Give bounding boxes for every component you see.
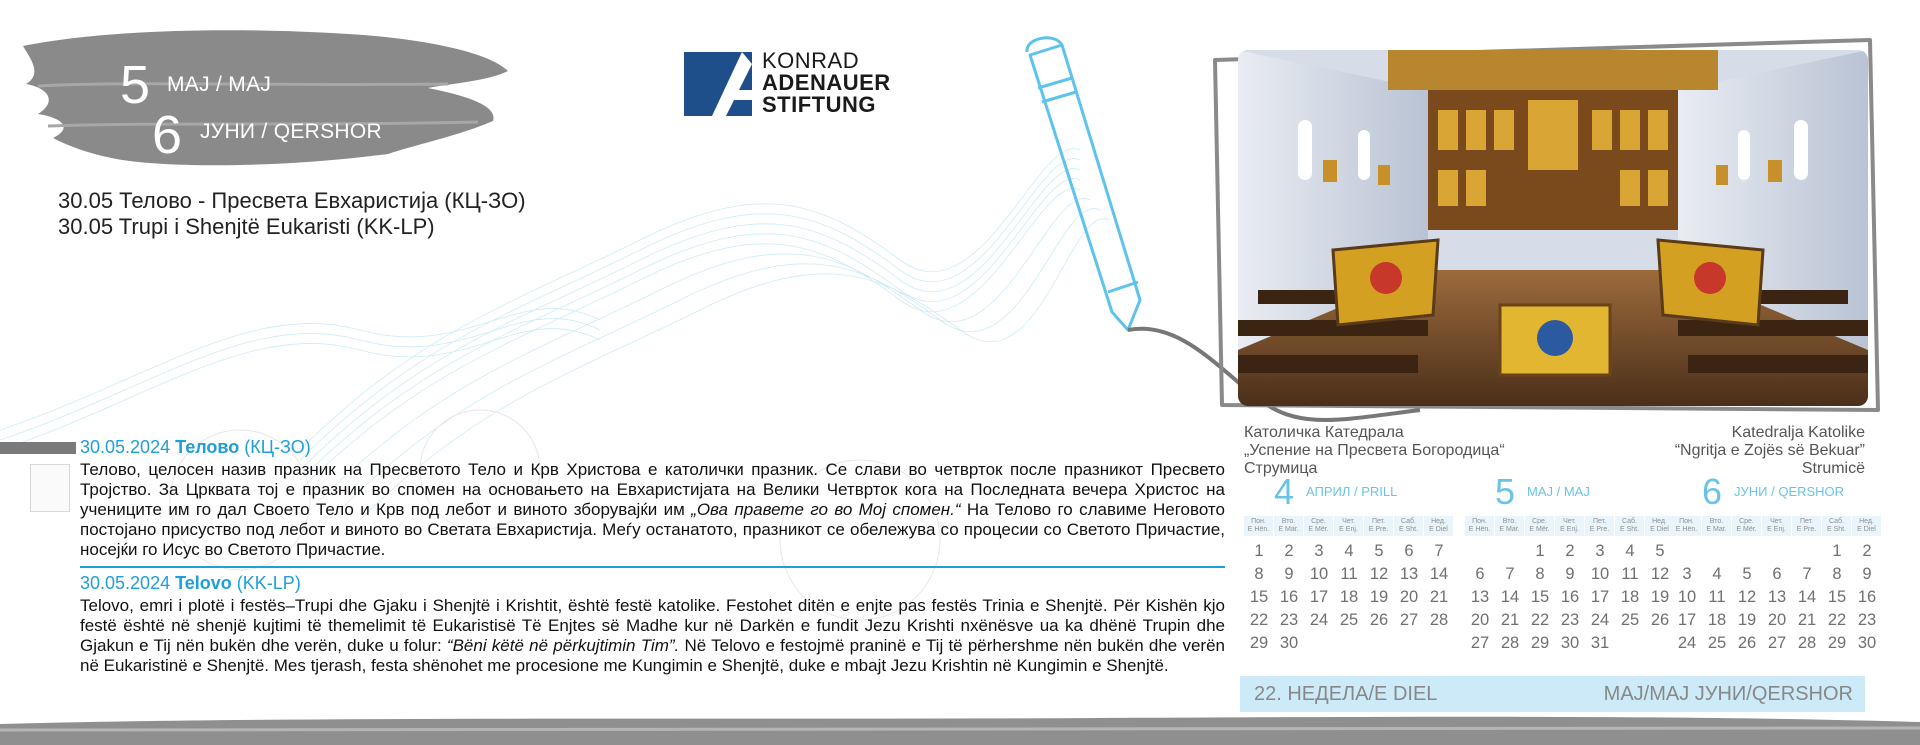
caption-line: Католичка Катедрала — [1244, 424, 1404, 441]
calendar-day: 25 — [1339, 611, 1359, 629]
weekday-mk: Нед. — [1431, 518, 1446, 525]
caption-line: „Успение на Пресвета Богородица“ — [1244, 442, 1505, 459]
calendar-day: 6 — [1772, 565, 1782, 583]
weekday-label — [1364, 516, 1394, 536]
week-months: МАЈ/MAJ ЈУНИ/QERSHOR — [1603, 683, 1853, 705]
calendar-day: 18 — [1620, 588, 1640, 606]
calendar-day: 13 — [1470, 588, 1490, 606]
caption-line: Strumicë — [1801, 460, 1865, 477]
calendar-day — [1495, 540, 1525, 563]
article-quote: „Ова правете го во Мој спомен.“ — [691, 500, 961, 519]
weekday-mk: Чет. — [1342, 518, 1355, 525]
calendar-day: 30 — [1857, 634, 1877, 652]
weekday-mk: Чет. — [1563, 518, 1576, 525]
calendar-day: 3 — [1314, 542, 1324, 560]
calendar-day: 23 — [1279, 611, 1299, 629]
weekday-sq: E Diel — [1857, 526, 1876, 533]
week-bar — [1240, 676, 1865, 712]
article-tag: (КЦ-ЗО) — [244, 437, 311, 457]
article-body — [80, 596, 1225, 676]
weekday-mk: Сре. — [1739, 518, 1754, 525]
weekday-mk: Вто. — [1709, 518, 1724, 525]
article-text: Telovo, emri i plotë i festës–Trupi dhe Gjaku i Shenjtë i Krishtit, është festë katolike. Festohet ditën e enjte pas festës Trinia e Shenjtë. Për Kishën kjo festë është në shenjë kujtimi të themelimit të Eukaristisë Të Enjtes së Madhe kur në Darkën e fundit Jezu Krishti nxënësve ua ka dhënë Trupin dhe Gjakun e Tij nën bukën dhe verën, duke u folur: — [80, 596, 1225, 655]
calendar-day: 24 — [1590, 611, 1610, 629]
weekday-sq: E Hën. — [1247, 526, 1270, 533]
caption-line: Katedralja Katolike — [1731, 424, 1865, 441]
weekday-mk: Сре. — [1532, 518, 1547, 525]
weekday-sq: E Mar. — [1706, 526, 1727, 533]
article-tag: (KK-LP) — [236, 573, 301, 593]
calendar-may — [1465, 471, 1675, 655]
weekday-label — [1732, 516, 1762, 536]
weekday-mk: Нед. — [1859, 518, 1874, 525]
calendar-day: 4 — [1625, 542, 1635, 560]
calendar-day: 15 — [1530, 588, 1550, 606]
calendar-day: 11 — [1708, 588, 1726, 606]
calendar-day: 22 — [1249, 611, 1269, 629]
bottom-brush-stroke — [0, 712, 1920, 745]
calendar-day: 17 — [1309, 588, 1329, 606]
header-month-label-6: ЈУНИ / QERSHOR — [200, 120, 382, 143]
calendar-days-grid — [1244, 540, 1454, 655]
calendar-day: 16 — [1279, 588, 1299, 606]
weekday-mk: Пет. — [1799, 518, 1814, 525]
header-month-label-5: МАЈ / MAJ — [167, 73, 272, 96]
weekday-sq: E Pre. — [1368, 526, 1389, 533]
calendar-day: 23 — [1857, 611, 1877, 629]
article-title — [80, 572, 1225, 594]
calendar-weekdays — [1465, 516, 1675, 536]
calendar-day: 19 — [1650, 588, 1670, 606]
weekday-sq: E Enj. — [1339, 526, 1358, 533]
calendar-month-number: 6 — [1702, 471, 1723, 512]
calendar-day: 1 — [1832, 542, 1842, 560]
calendar-day: 20 — [1399, 588, 1419, 606]
weekday-label — [1585, 516, 1615, 536]
weekday-mk: Нед. — [1652, 518, 1667, 525]
calendar-day: 10 — [1677, 588, 1697, 606]
calendar-day: 18 — [1339, 588, 1359, 606]
calendar-day — [1762, 540, 1792, 563]
calendar-day: 24 — [1309, 611, 1329, 629]
weekday-sq: E Hën. — [1468, 526, 1491, 533]
calendar-day: 9 — [1862, 565, 1872, 583]
calendar-day: 14 — [1429, 565, 1449, 583]
weekday-sq: E Diel — [1429, 526, 1448, 533]
weekday-sq: E Mër. — [1529, 526, 1550, 533]
side-marker — [0, 442, 76, 454]
calendar-month-name: МАЈ / MAJ — [1527, 484, 1590, 499]
calendar-day — [1394, 632, 1424, 655]
weekday-mk: Пет. — [1371, 518, 1386, 525]
weekday-label — [1762, 516, 1792, 536]
article-text: Телово, целосен назив празник на Пресветото Тело и Крв Христова е католички празник. Се слави во четврток после празникот Пресвето Тројство. За Црквата тој е празник во спомен на основањето на Евхаристијата на Велики Четврток кога на Последната вечера Христос на учениците им го дал Своето Тело и Крв под лебот и виното зборувајќи им — [80, 460, 1225, 519]
calendar-day: 16 — [1857, 588, 1877, 606]
calendar-day: 20 — [1470, 611, 1490, 629]
calendar-day: 26 — [1650, 611, 1670, 629]
calendar-day: 13 — [1767, 588, 1787, 606]
calendar-day — [1364, 632, 1394, 655]
calendar-day — [1615, 632, 1645, 655]
calendar-day: 2 — [1565, 542, 1575, 560]
calendar-day: 28 — [1797, 634, 1817, 652]
calendar-day: 25 — [1707, 634, 1727, 652]
weekday-sq: E Pre. — [1796, 526, 1817, 533]
calendar-day: 5 — [1655, 542, 1665, 560]
article-name: Телово — [175, 437, 240, 457]
weekday-label — [1792, 516, 1822, 536]
calendar-day: 21 — [1797, 611, 1817, 629]
weekday-label — [1244, 516, 1274, 536]
logo-line-2: ADENAUER — [762, 70, 891, 95]
article-date: 30.05.2024 — [80, 437, 171, 457]
calendar-day: 9 — [1284, 565, 1294, 583]
weekday-label — [1672, 516, 1702, 536]
calendar-day: 5 — [1374, 542, 1384, 560]
week-label: 22. НЕДЕЛА/E DIEL — [1254, 683, 1438, 705]
calendar-day: 1 — [1535, 542, 1545, 560]
calendar-day: 30 — [1560, 634, 1580, 652]
header-brush-stroke — [18, 26, 518, 176]
calendar-day: 12 — [1650, 565, 1670, 583]
calendar-header — [1672, 471, 1882, 512]
weekday-mk: Сре. — [1311, 518, 1326, 525]
calendar-day: 2 — [1862, 542, 1872, 560]
calendar-days-grid — [1672, 540, 1882, 655]
calendar-day: 22 — [1530, 611, 1550, 629]
weekday-mk: Вто. — [1502, 518, 1517, 525]
calendar-day: 12 — [1737, 588, 1757, 606]
weekday-label — [1702, 516, 1732, 536]
weekday-label — [1334, 516, 1364, 536]
calendar-day: 10 — [1309, 565, 1329, 583]
calendar-day: 29 — [1530, 634, 1550, 652]
calendar-header — [1244, 471, 1454, 512]
calendar-day: 16 — [1560, 588, 1580, 606]
calendar-day: 7 — [1505, 565, 1515, 583]
weekday-sq: E Sht. — [1826, 526, 1847, 533]
calendar-day: 22 — [1827, 611, 1847, 629]
calendar-day: 10 — [1590, 565, 1610, 583]
calendar-month-name: ЈУНИ / QERSHOR — [1734, 484, 1845, 499]
calendar-april — [1244, 471, 1454, 655]
calendar-day: 6 — [1475, 565, 1485, 583]
weekday-sq: E Mër. — [1308, 526, 1329, 533]
calendar-weekdays — [1244, 516, 1454, 536]
calendar-day: 9 — [1565, 565, 1575, 583]
calendar-day: 5 — [1742, 565, 1752, 583]
calendar-day — [1645, 632, 1675, 655]
calendar-day — [1304, 632, 1334, 655]
calendar-june — [1672, 471, 1882, 655]
calendar-day: 17 — [1677, 611, 1697, 629]
weekday-sq: E Enj. — [1560, 526, 1579, 533]
calendar-day: 8 — [1832, 565, 1842, 583]
calendar-day: 7 — [1434, 542, 1444, 560]
calendar-day: 4 — [1344, 542, 1354, 560]
weekday-label — [1394, 516, 1424, 536]
weekday-sq: E Pre. — [1589, 526, 1610, 533]
calendar-day: 12 — [1369, 565, 1389, 583]
weekday-mk: Чет. — [1770, 518, 1783, 525]
weekday-sq: E Mar. — [1499, 526, 1520, 533]
weekday-sq: E Sht. — [1398, 526, 1419, 533]
calendar-day: 19 — [1369, 588, 1389, 606]
weekday-label — [1822, 516, 1852, 536]
weekday-mk: Пон. — [1472, 518, 1487, 525]
calendar-day — [1424, 632, 1454, 655]
weekday-label — [1645, 516, 1675, 536]
article-title — [80, 436, 1225, 458]
weekday-label — [1274, 516, 1304, 536]
holiday-list — [58, 188, 526, 240]
calendar-day: 1 — [1254, 542, 1264, 560]
calendar-day: 27 — [1399, 611, 1419, 629]
weekday-mk: Пет. — [1592, 518, 1607, 525]
holiday-item: 30.05 Trupi i Shenjtë Eukaristi (KK-LP) — [58, 214, 435, 239]
calendar-day: 29 — [1827, 634, 1847, 652]
calendar-day: 26 — [1737, 634, 1757, 652]
calendar-day: 6 — [1404, 542, 1414, 560]
document-thumbnail — [30, 464, 70, 512]
article-divider — [80, 566, 1225, 568]
calendar-day: 23 — [1560, 611, 1580, 629]
calendar-weekdays — [1672, 516, 1882, 536]
photo-caption-sq — [1675, 424, 1865, 478]
calendar-day — [1334, 632, 1364, 655]
calendar-header — [1465, 471, 1675, 512]
article-text: На Телово го славиме Неговото постојано присуство под лебот и виното во Светата Евхаристија. Меѓу останатото, празникот се обележува со процесии со Светото Причастие, носејќи го Исус во Светото Причастие. — [80, 500, 1225, 559]
calendar-day: 13 — [1399, 565, 1419, 583]
weekday-label — [1495, 516, 1525, 536]
calendar-day: 8 — [1535, 565, 1545, 583]
weekday-sq: E Mar. — [1278, 526, 1299, 533]
weekday-label — [1304, 516, 1334, 536]
calendar-day: 24 — [1677, 634, 1697, 652]
weekday-label — [1555, 516, 1585, 536]
calendar-day — [1672, 540, 1702, 563]
weekday-sq: E Enj. — [1767, 526, 1786, 533]
calendar-day: 21 — [1429, 588, 1449, 606]
calendar-day: 2 — [1284, 542, 1294, 560]
weekday-sq: E Hën. — [1675, 526, 1698, 533]
weekday-label — [1465, 516, 1495, 536]
calendar-day: 18 — [1707, 611, 1727, 629]
calendar-day — [1792, 540, 1822, 563]
article-text: Në Telovo e festojmë praninë e Tij të përhershme nën bukën dhe verën në Eukaristinë e Shenjtë. Mes tjerash, festa shënohet me procesione me Kungimin e Shenjtë, duke e mbajt Jezu Krishtin në Kungimin e Shenjtë. — [80, 636, 1225, 675]
weekday-label — [1525, 516, 1555, 536]
calendar-day: 4 — [1712, 565, 1722, 583]
calendar-month-number: 5 — [1495, 471, 1516, 512]
weekday-mk: Саб. — [1829, 518, 1844, 525]
weekday-mk: Саб. — [1622, 518, 1637, 525]
article-quote: “Bëni këtë në përkujtimin Tim”. — [446, 636, 680, 655]
holiday-item: 30.05 Телово - Пресвета Евхаристија (КЦ-ЗО) — [58, 188, 526, 213]
weekday-mk: Пон. — [1679, 518, 1694, 525]
weekday-mk: Пон. — [1251, 518, 1266, 525]
caption-line: Струмица — [1244, 460, 1318, 477]
photo-caption-mk — [1244, 424, 1505, 478]
calendar-day: 21 — [1500, 611, 1520, 629]
logo-line-1: KONRAD — [762, 48, 860, 73]
calendar-day: 11 — [1340, 565, 1358, 583]
weekday-label — [1852, 516, 1882, 536]
calendar-day: 29 — [1249, 634, 1269, 652]
weekday-sq: E Sht. — [1619, 526, 1640, 533]
weekday-sq: E Mër. — [1736, 526, 1757, 533]
calendar-month-number: 4 — [1274, 471, 1295, 512]
calendar-day: 15 — [1249, 588, 1269, 606]
calendar-day: 14 — [1500, 588, 1520, 606]
calendar-day: 3 — [1682, 565, 1692, 583]
calendar-day: 26 — [1369, 611, 1389, 629]
weekday-sq: E Diel — [1650, 526, 1669, 533]
article-name: Telovo — [175, 573, 232, 593]
calendar-month-name: АПРИЛ / PRILL — [1306, 484, 1398, 499]
calendar-day — [1465, 540, 1495, 563]
calendar-day: 27 — [1767, 634, 1787, 652]
calendar-day: 25 — [1620, 611, 1640, 629]
calendar-day: 27 — [1470, 634, 1490, 652]
calendar-day: 15 — [1827, 588, 1847, 606]
calendar-day: 7 — [1802, 565, 1812, 583]
calendar-days-grid — [1465, 540, 1675, 655]
calendar-day: 30 — [1279, 634, 1299, 652]
article-mk — [80, 436, 1225, 560]
article-sq — [80, 572, 1225, 676]
weekday-mk: Вто. — [1281, 518, 1296, 525]
calendar-day: 17 — [1590, 588, 1610, 606]
calendar-day — [1702, 540, 1732, 563]
calendar-day: 28 — [1500, 634, 1520, 652]
calendar-day: 14 — [1797, 588, 1817, 606]
weekday-label — [1615, 516, 1645, 536]
calendar-day: 3 — [1595, 542, 1605, 560]
calendar-day: 31 — [1590, 634, 1610, 652]
church-interior-photo — [1238, 50, 1868, 406]
calendar-day: 19 — [1737, 611, 1757, 629]
header-day-5: 5 — [120, 55, 151, 115]
logo-line-3: STIFTUNG — [762, 92, 876, 117]
header-day-6: 6 — [152, 105, 183, 165]
logo-text — [762, 50, 891, 116]
calendar-day: 20 — [1767, 611, 1787, 629]
weekday-label — [1424, 516, 1454, 536]
caption-line: “Ngritja e Zojës së Bekuar” — [1674, 442, 1865, 459]
article-body — [80, 460, 1225, 560]
calendar-day — [1732, 540, 1762, 563]
article-date: 30.05.2024 — [80, 573, 171, 593]
weekday-mk: Саб. — [1401, 518, 1416, 525]
calendar-day: 11 — [1621, 565, 1639, 583]
calendar-day: 28 — [1429, 611, 1449, 629]
calendar-day: 8 — [1254, 565, 1264, 583]
